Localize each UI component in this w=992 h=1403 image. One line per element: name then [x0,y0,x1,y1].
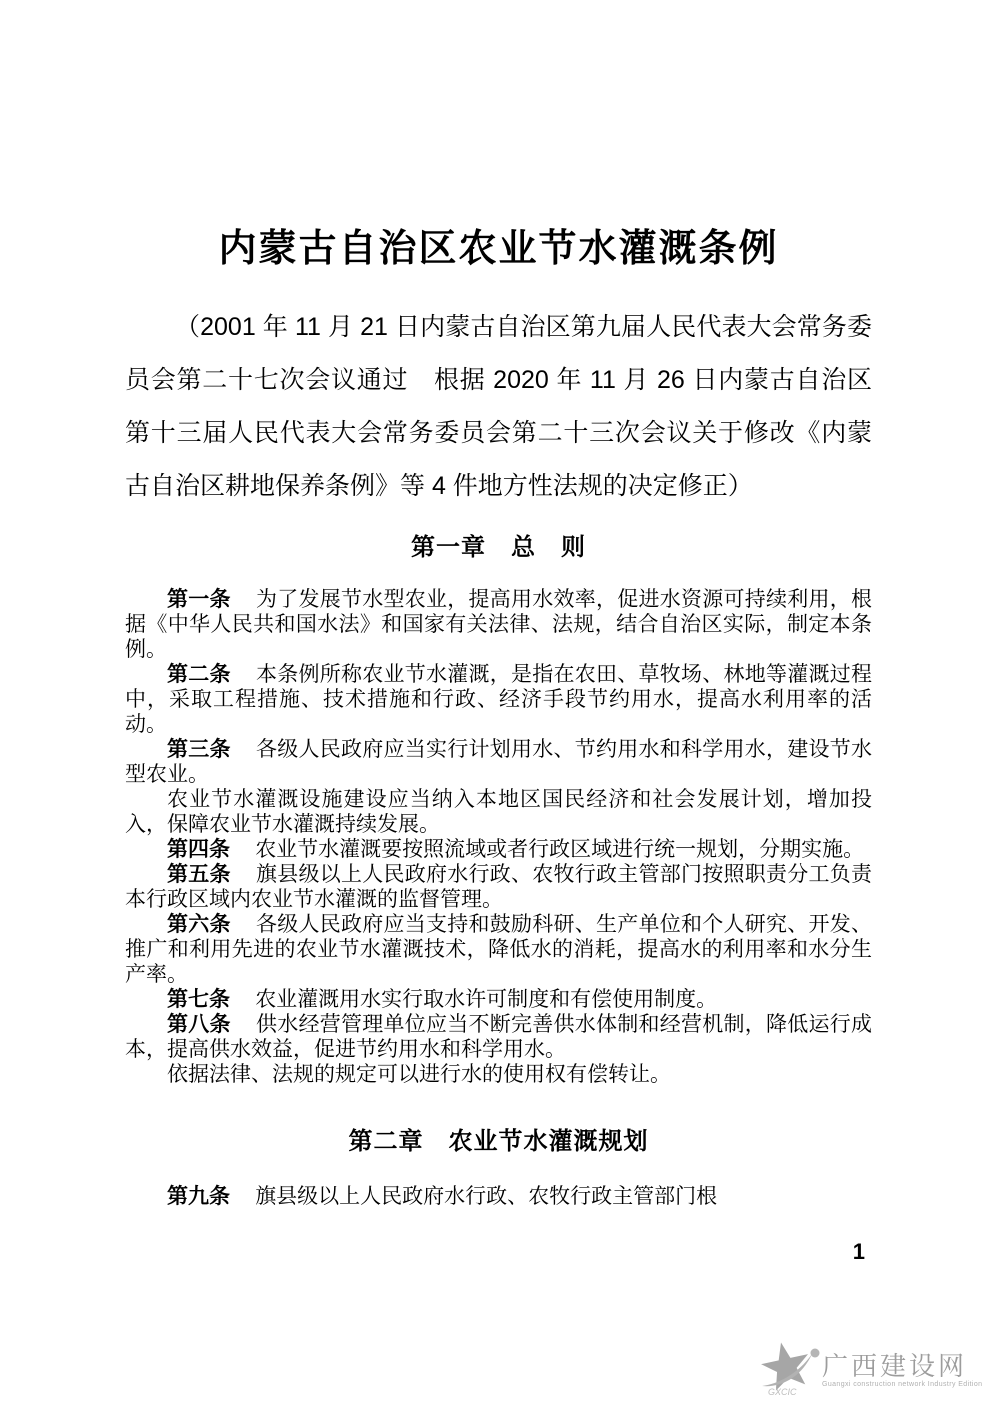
chapter-1-body [125,587,872,1087]
article-4 [125,837,872,862]
article-7-text: 农业灌溉用水实行取水许可制度和有偿使用制度。 [255,988,718,1011]
article-7-number: 第七条 [167,988,230,1011]
chapter-1-heading: 第一章 总 则 [411,534,586,561]
star-mark-text: GXCIC [768,1387,797,1397]
article-6-text: 各级人民政府应当支持和鼓励科研、生产单位和个人研究、开发、推广和利用先进的农业节水灌溉技术，降低水的消耗，提高水的利用率和水分生产率。 [125,913,873,986]
logo-site-name: 广西建设网 [822,1351,968,1381]
chapter-2-heading: 第二章 农业节水灌溉规划 [348,1128,649,1155]
article-6-number: 第六条 [167,913,231,936]
document-title: 内蒙古自治区农业节水灌溉条例 [218,228,779,270]
article-9-number: 第九条 [167,1185,230,1208]
article-2 [125,662,872,737]
article-8-continuation-text: 依据法律、法规的规定可以进行水的使用权有偿转让。 [167,1063,671,1086]
article-3-number: 第三条 [167,738,231,761]
article-4-text: 农业节水灌溉要按照流域或者行政区域进行统一规划，分期实施。 [255,838,865,861]
article-1-number: 第一条 [167,588,231,611]
article-1 [125,587,872,662]
page-number: 1 [852,1239,865,1264]
article-9-text: 旗县级以上人民政府水行政、农牧行政主管部门根 [255,1185,718,1208]
star-logo-icon [756,1340,822,1400]
article-9 [125,1184,872,1209]
article-1-text: 为了发展节水型农业，提高用水效率，促进水资源可持续利用，根据《中华人民共和国水法》和国家有关法律、法规，结合自治区实际，制定本条例。 [125,588,873,661]
article-8-text: 供水经营管理单位应当不断完善供水体制和经营机制，降低运行成本，提高供水效益，促进节约用水和科学用水。 [125,1013,873,1061]
article-5-number: 第五条 [167,863,231,886]
article-3-continuation-text: 农业节水灌溉设施建设应当纳入本地区国民经济和社会发展计划，增加投入，保障农业节水灌溉持续发展。 [125,788,872,836]
article-7 [125,987,872,1012]
article-3-text: 各级人民政府应当实行计划用水、节约用水和科学用水，建设节水型农业。 [125,738,873,786]
article-8 [125,1012,872,1062]
article-6 [125,912,872,987]
article-5-text: 旗县级以上人民政府水行政、农牧行政主管部门按照职责分工负责本行政区域内农业节水灌溉的监督管理。 [125,863,873,911]
article-4-number: 第四条 [167,838,230,861]
preamble-paragraph: （2001 年 11 月 21 日内蒙古自治区第九届人民代表大会常务委员会第二十七次会议通过 根据 2020 年 11 月 26 日内蒙古自治区第十三届人民代表大会常务委员会第二十三次会议关于修改《内蒙古自治区耕地保养条例》等 4 件地方性法规的决定修正） [125,313,872,500]
article-3-continuation [125,787,872,837]
article-8-continuation [125,1062,872,1087]
document-content [125,0,872,1209]
article-2-text: 本条例所称农业节水灌溉，是指在农田、草牧场、林地等灌溉过程中，采取工程措施、技术措施和行政、经济手段节约用水，提高水利用率的活动。 [125,663,873,736]
site-watermark-logo [756,1340,986,1400]
article-5 [125,862,872,912]
logo-tagline: Guangxi construction network Industry Edition [822,1381,983,1388]
logo-text-block [822,1340,982,1389]
article-2-number: 第二条 [167,663,231,686]
article-3 [125,737,872,787]
chapter-2-body [125,1184,872,1209]
article-8-number: 第八条 [167,1013,231,1036]
